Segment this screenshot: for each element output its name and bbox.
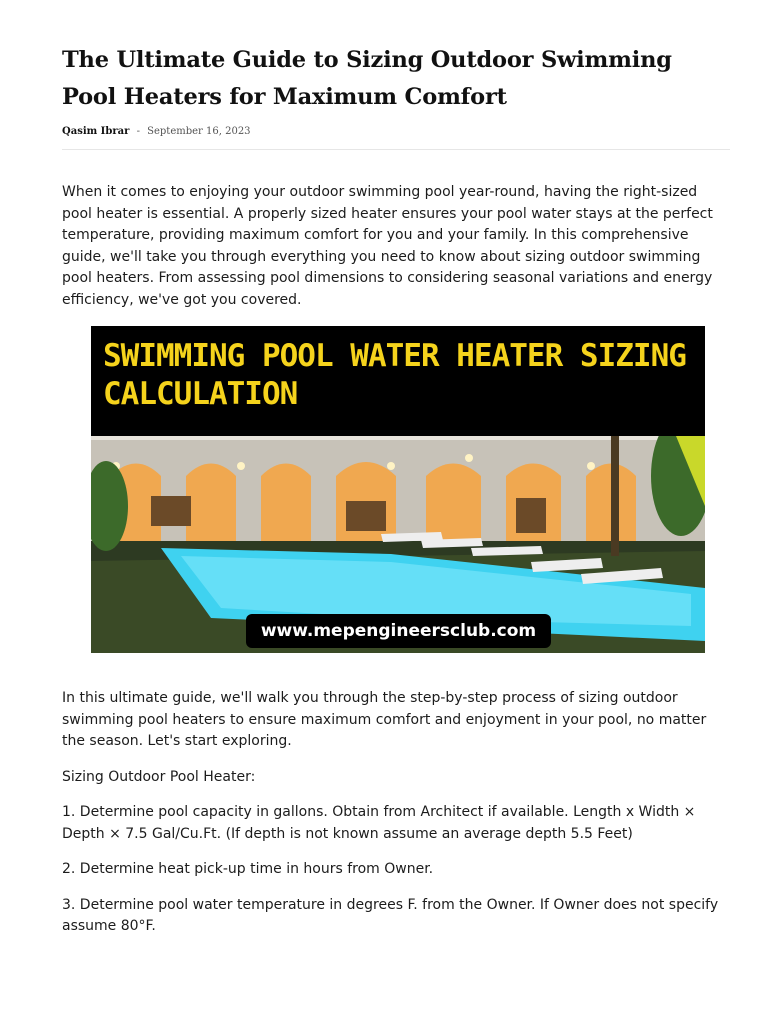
- byline: [62, 126, 730, 150]
- hero-title-line2: CALCULATION: [103, 376, 298, 412]
- hero-image: [91, 326, 705, 653]
- article: [62, 0, 730, 938]
- step-1: 1. Determine pool capacity in gallons. Obtain from Architect if available. Length x Width × Depth × 7.5 Gal/Cu.Ft. (If depth is not known assume an average depth 5.5 Feet): [62, 804, 696, 842]
- publish-date: September 16, 2023: [147, 126, 251, 137]
- intro-paragraph: When it comes to enjoying your outdoor swimming pool year-round, having the right-sized pool heater is essential. A properly sized heater ensures your pool water stays at the perfect temperature, providing maximum comfort for you and your family. In this comprehensive guide, we'll take you through everything you need to know about sizing outdoor swimming pool heaters. From assessing pool dimensions to considering seasonal variations and energy efficiency, we've got you covered.: [62, 184, 713, 308]
- hero-title-banner: [91, 326, 705, 436]
- body-paragraph: In this ultimate guide, we'll walk you through the step-by-step process of sizing outdoor swimming pool heaters to ensure maximum comfort and enjoyment in your pool, no matter the season. Let's start exploring.: [62, 690, 707, 749]
- byline-separator: -: [136, 126, 140, 137]
- step-2: 2. Determine heat pick-up time in hours from Owner.: [62, 861, 434, 877]
- author-name[interactable]: Qasim Ibrar: [62, 126, 130, 137]
- hero-url-badge: www.mepengineersclub.com: [246, 614, 551, 648]
- section-heading: Sizing Outdoor Pool Heater:: [62, 768, 256, 785]
- step-3: 3. Determine pool water temperature in degrees F. from the Owner. If Owner does not specify assume 80°F.: [62, 896, 719, 934]
- article-title: The Ultimate Guide to Sizing Outdoor Swimming Pool Heaters for Maximum Comfort: [62, 47, 672, 110]
- hero-title-line1: SWIMMING POOL WATER HEATER SIZING: [103, 338, 686, 374]
